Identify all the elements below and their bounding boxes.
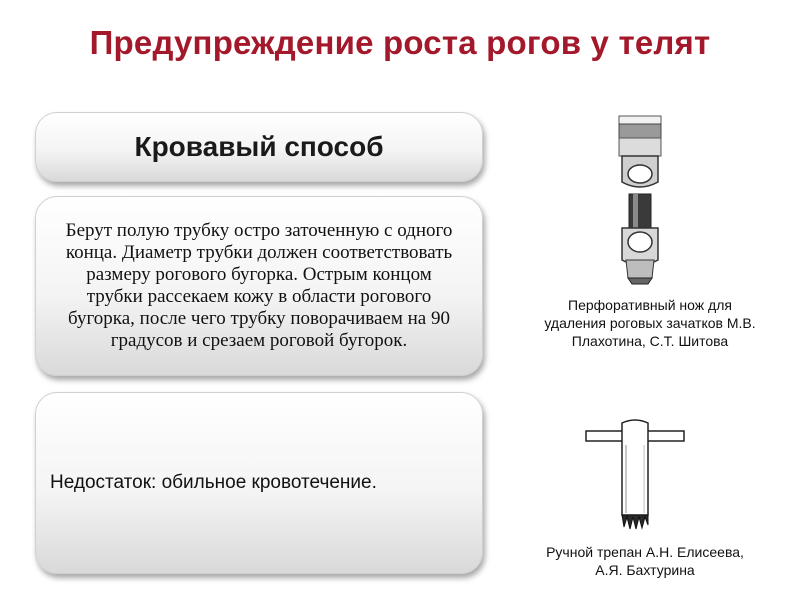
method-title: Кровавый способ bbox=[134, 131, 384, 162]
knife-caption: Перфоративный нож для удаления роговых зачатков М.В. Плахотина, С.Т. Шитова bbox=[544, 297, 756, 349]
slide-title: Предупреждение роста рогов у телят bbox=[89, 24, 711, 61]
perforating-knife-illustration bbox=[600, 112, 680, 288]
method-description: Берут полую трубку остро заточенную с одного конца. Диаметр трубки должен соответствовать размеру рогового бугорка. Острым концом трубки рассекаем кожу в области рогового бугорка, после чего трубку поворачиваем на 90 градусов и срезаем роговой бугорок. bbox=[65, 220, 453, 351]
drawback-box bbox=[35, 392, 483, 574]
drawback-text: Недостаток: обильное кровотечение. bbox=[50, 472, 377, 493]
hand-trepan-illustration bbox=[582, 405, 688, 535]
trepan-caption: Ручной трепан А.Н. Елисеева, А.Я. Бахтурина bbox=[546, 544, 744, 578]
method-title-box bbox=[35, 112, 483, 182]
method-description-box bbox=[35, 196, 483, 376]
